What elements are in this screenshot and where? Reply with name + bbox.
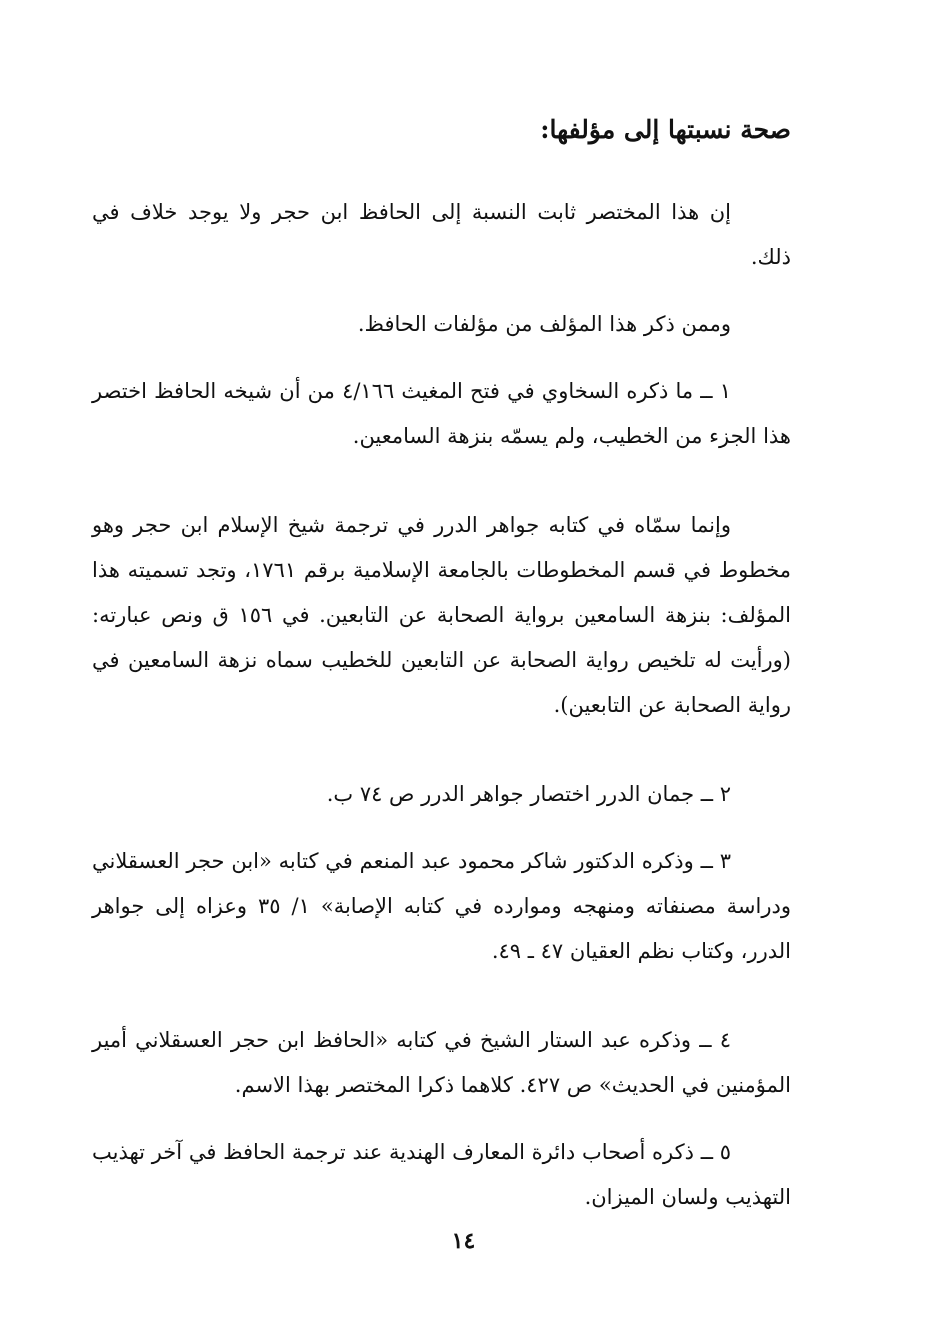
paragraph-item-4: ٤ ــ وذكره عبد الستار الشيخ في كتابه «الحافظ ابن حجر العسقلاني أمير المؤمنين في الحديث» ص ٤٢٧. كلاهما ذكرا المختصر بهذا الاسم. bbox=[92, 1028, 791, 1097]
page-number: ١٤ bbox=[451, 1228, 476, 1254]
section-heading: صحة نسبتها إلى مؤلفها: bbox=[540, 115, 791, 144]
paragraph-item-3: ٣ ــ وذكره الدكتور شاكر محمود عبد المنعم في كتابه «ابن حجر العسقلاني ودراسة مصنفاته ومنهجه وموارده في كتابه الإصابة» ١/ ٣٥ وعزاه إلى جواهر الدرر، وكتاب نظم العقيان ٤٧ ـ ٤٩. bbox=[92, 849, 791, 963]
paragraph-attribution: إن هذا المختصر ثابت النسبة إلى الحافظ ابن حجر ولا يوجد خلاف في ذلك. bbox=[92, 200, 791, 269]
paragraph-jawahir-durar: وإنما سمّاه في كتابه جواهر الدرر في ترجمة شيخ الإسلام ابن حجر وهو مخطوط في قسم المخطوطات بالجامعة الإسلامية برقم ١٧٦١، وتجد تسميته هذا المؤلف: بنزهة السامعين برواية الصحابة عن التابعين. في ١٥٦ ق ونص عبارته: (ورأيت له تلخيص رواية الصحابة عن التابعين للخطيب سماه نزهة السامعين في رواية الصحابة عن التابعين). bbox=[92, 513, 791, 717]
paragraph-item-5: ٥ ــ ذكره أصحاب دائرة المعارف الهندية عند ترجمة الحافظ في آخر تهذيب التهذيب ولسان الميزان. bbox=[92, 1140, 791, 1209]
paragraph-mentions-intro: وممن ذكر هذا المؤلف من مؤلفات الحافظ. bbox=[357, 312, 731, 336]
paragraph-item-1: ١ ــ ما ذكره السخاوي في فتح المغيث ٤/١٦٦ من أن شيخه الحافظ اختصر هذا الجزء من الخطيب، ولم يسمّه بنزهة السامعين. bbox=[92, 379, 791, 448]
paragraph-item-2: ٢ ــ جمان الدرر اختصار جواهر الدرر ص ٧٤ ب. bbox=[326, 782, 731, 806]
